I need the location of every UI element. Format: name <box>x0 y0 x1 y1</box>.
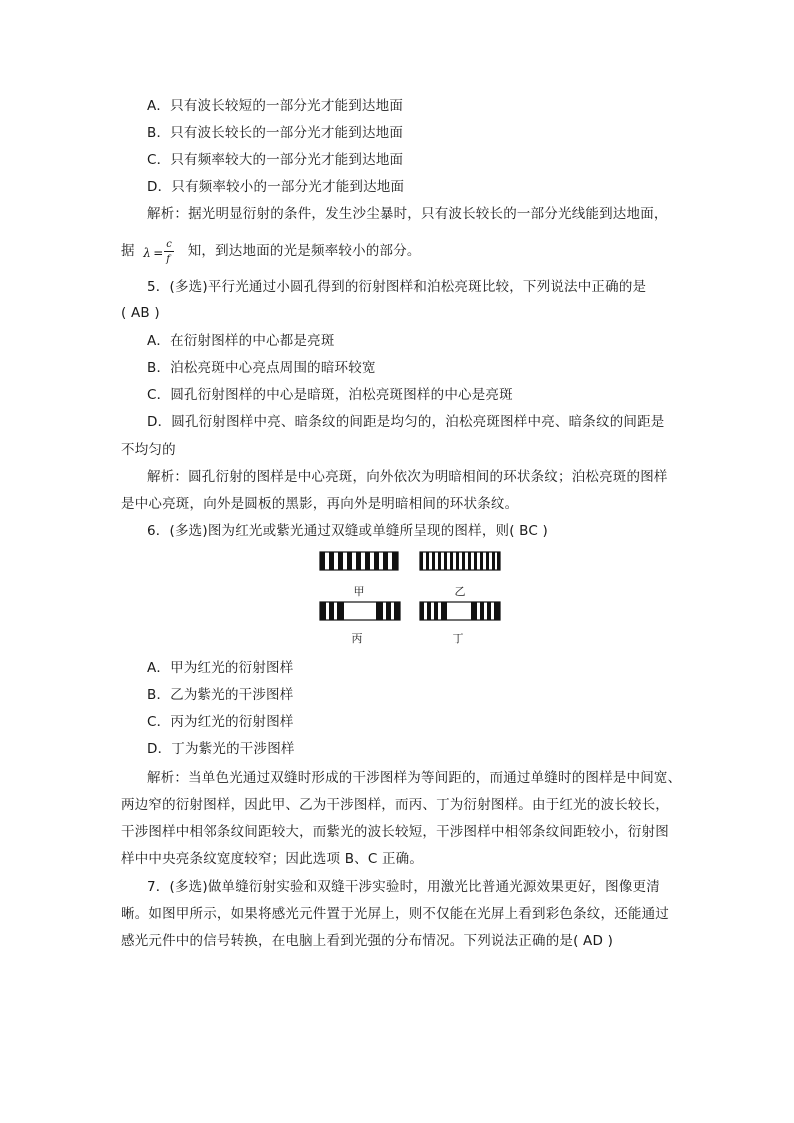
q5-option-d: D．圆孔衍射图样中亮、暗条纹的间距是均匀的，泊松亮斑图样中亮、暗条纹的间距是 <box>147 414 665 430</box>
q5-option-b: B．泊松亮斑中心亮点周围的暗环较宽 <box>147 360 376 376</box>
formula-lambda: λ <box>143 246 152 260</box>
q5-stem-line2: ( AB ) <box>121 305 160 321</box>
q6-analysis-line4: 样中中央亮条纹宽度较窄；因此选项 B、C 正确。 <box>121 851 424 867</box>
figure-label-ding: 丁 <box>452 632 464 645</box>
q5-option-c: C．圆孔衍射图样的中心是暗斑，泊松亮斑图样的中心是亮斑 <box>147 387 513 403</box>
figure-label-jia: 甲 <box>353 585 365 598</box>
q5-stem-line1: 5．(多选)平行光通过小圆孔得到的衍射图样和泊松亮斑比较，下列说法中正确的是 <box>147 279 647 295</box>
q6-option-c: C．丙为红光的衍射图样 <box>147 714 294 730</box>
q7-stem-line2: 晰。如图甲所示，如果将感光元件置于光屏上，则不仅能在光屏上看到彩色条纹，还能通过 <box>121 906 669 922</box>
q6-analysis-line2: 两边窄的衍射图样，因此甲、乙为干涉图样，而丙、丁为衍射图样。由于红光的波长较长， <box>121 797 669 813</box>
q4-analysis-suffix: 知，到达地面的光是频率较小的部分。 <box>187 243 421 259</box>
pattern-bing <box>320 602 400 620</box>
q5-option-d-continued: 不均匀的 <box>121 442 176 458</box>
formula-denominator: f <box>166 254 171 265</box>
formula-numerator: c <box>166 239 173 250</box>
wavelength-formula <box>139 239 183 265</box>
pattern-ding <box>420 602 500 620</box>
pattern-yi <box>420 552 500 570</box>
q5-analysis-line2: 是中心亮斑，向外是圆板的黑影，再向外是明暗相间的环状条纹。 <box>121 496 519 512</box>
q6-analysis-line1: 解析：当单色光通过双缝时形成的干涉图样为等间距的，而通过单缝时的图样是中间宽、 <box>147 770 682 786</box>
figure-label-yi: 乙 <box>454 585 466 598</box>
figure-label-bing: 丙 <box>351 632 363 645</box>
formula-equals: = <box>153 246 164 260</box>
pattern-jia <box>320 552 398 570</box>
q6-option-b: B．乙为紫光的干涉图样 <box>147 687 294 703</box>
q6-option-d: D．丁为紫光的干涉图样 <box>147 741 295 757</box>
q4-analysis-line1: 解析：据光明显衍射的条件，发生沙尘暴时，只有波长较长的一部分光线能到达地面， <box>147 206 668 222</box>
q4-option-c: C．只有频率较大的一部分光才能到达地面 <box>147 152 404 168</box>
q4-option-a: A．只有波长较短的一部分光才能到达地面 <box>147 98 404 114</box>
q4-analysis-line2 <box>121 239 681 265</box>
q5-analysis-line1: 解析：圆孔衍射的图样是中心亮斑，向外依次为明暗相间的环状条纹；泊松亮斑的图样 <box>147 469 668 485</box>
q4-analysis-prefix: 据 <box>121 243 135 259</box>
q7-stem-line3: 感光元件中的信号转换，在电脑上看到光强的分布情况。下列说法正确的是( AD ) <box>121 933 614 949</box>
q4-option-b: B．只有波长较长的一部分光才能到达地面 <box>147 125 404 141</box>
q4-option-d: D．只有频率较小的一部分光才能到达地面 <box>147 179 405 195</box>
q6-option-a: A．甲为红光的衍射图样 <box>147 660 294 676</box>
q5-option-a: A．在衍射图样的中心都是亮斑 <box>147 333 335 349</box>
q6-analysis-line3: 干涉图样中相邻条纹间距较大，而紫光的波长较短，干涉图样中相邻条纹间距较小，衍射图 <box>121 824 669 840</box>
q7-stem-line1: 7．(多选)做单缝衍射实验和双缝干涉实验时，用激光比普通光源效果更好，图像更清 <box>147 879 660 895</box>
q6-stem: 6．(多选)图为红光或紫光通过双缝或单缝所呈现的图样，则( BC ) <box>147 523 548 539</box>
